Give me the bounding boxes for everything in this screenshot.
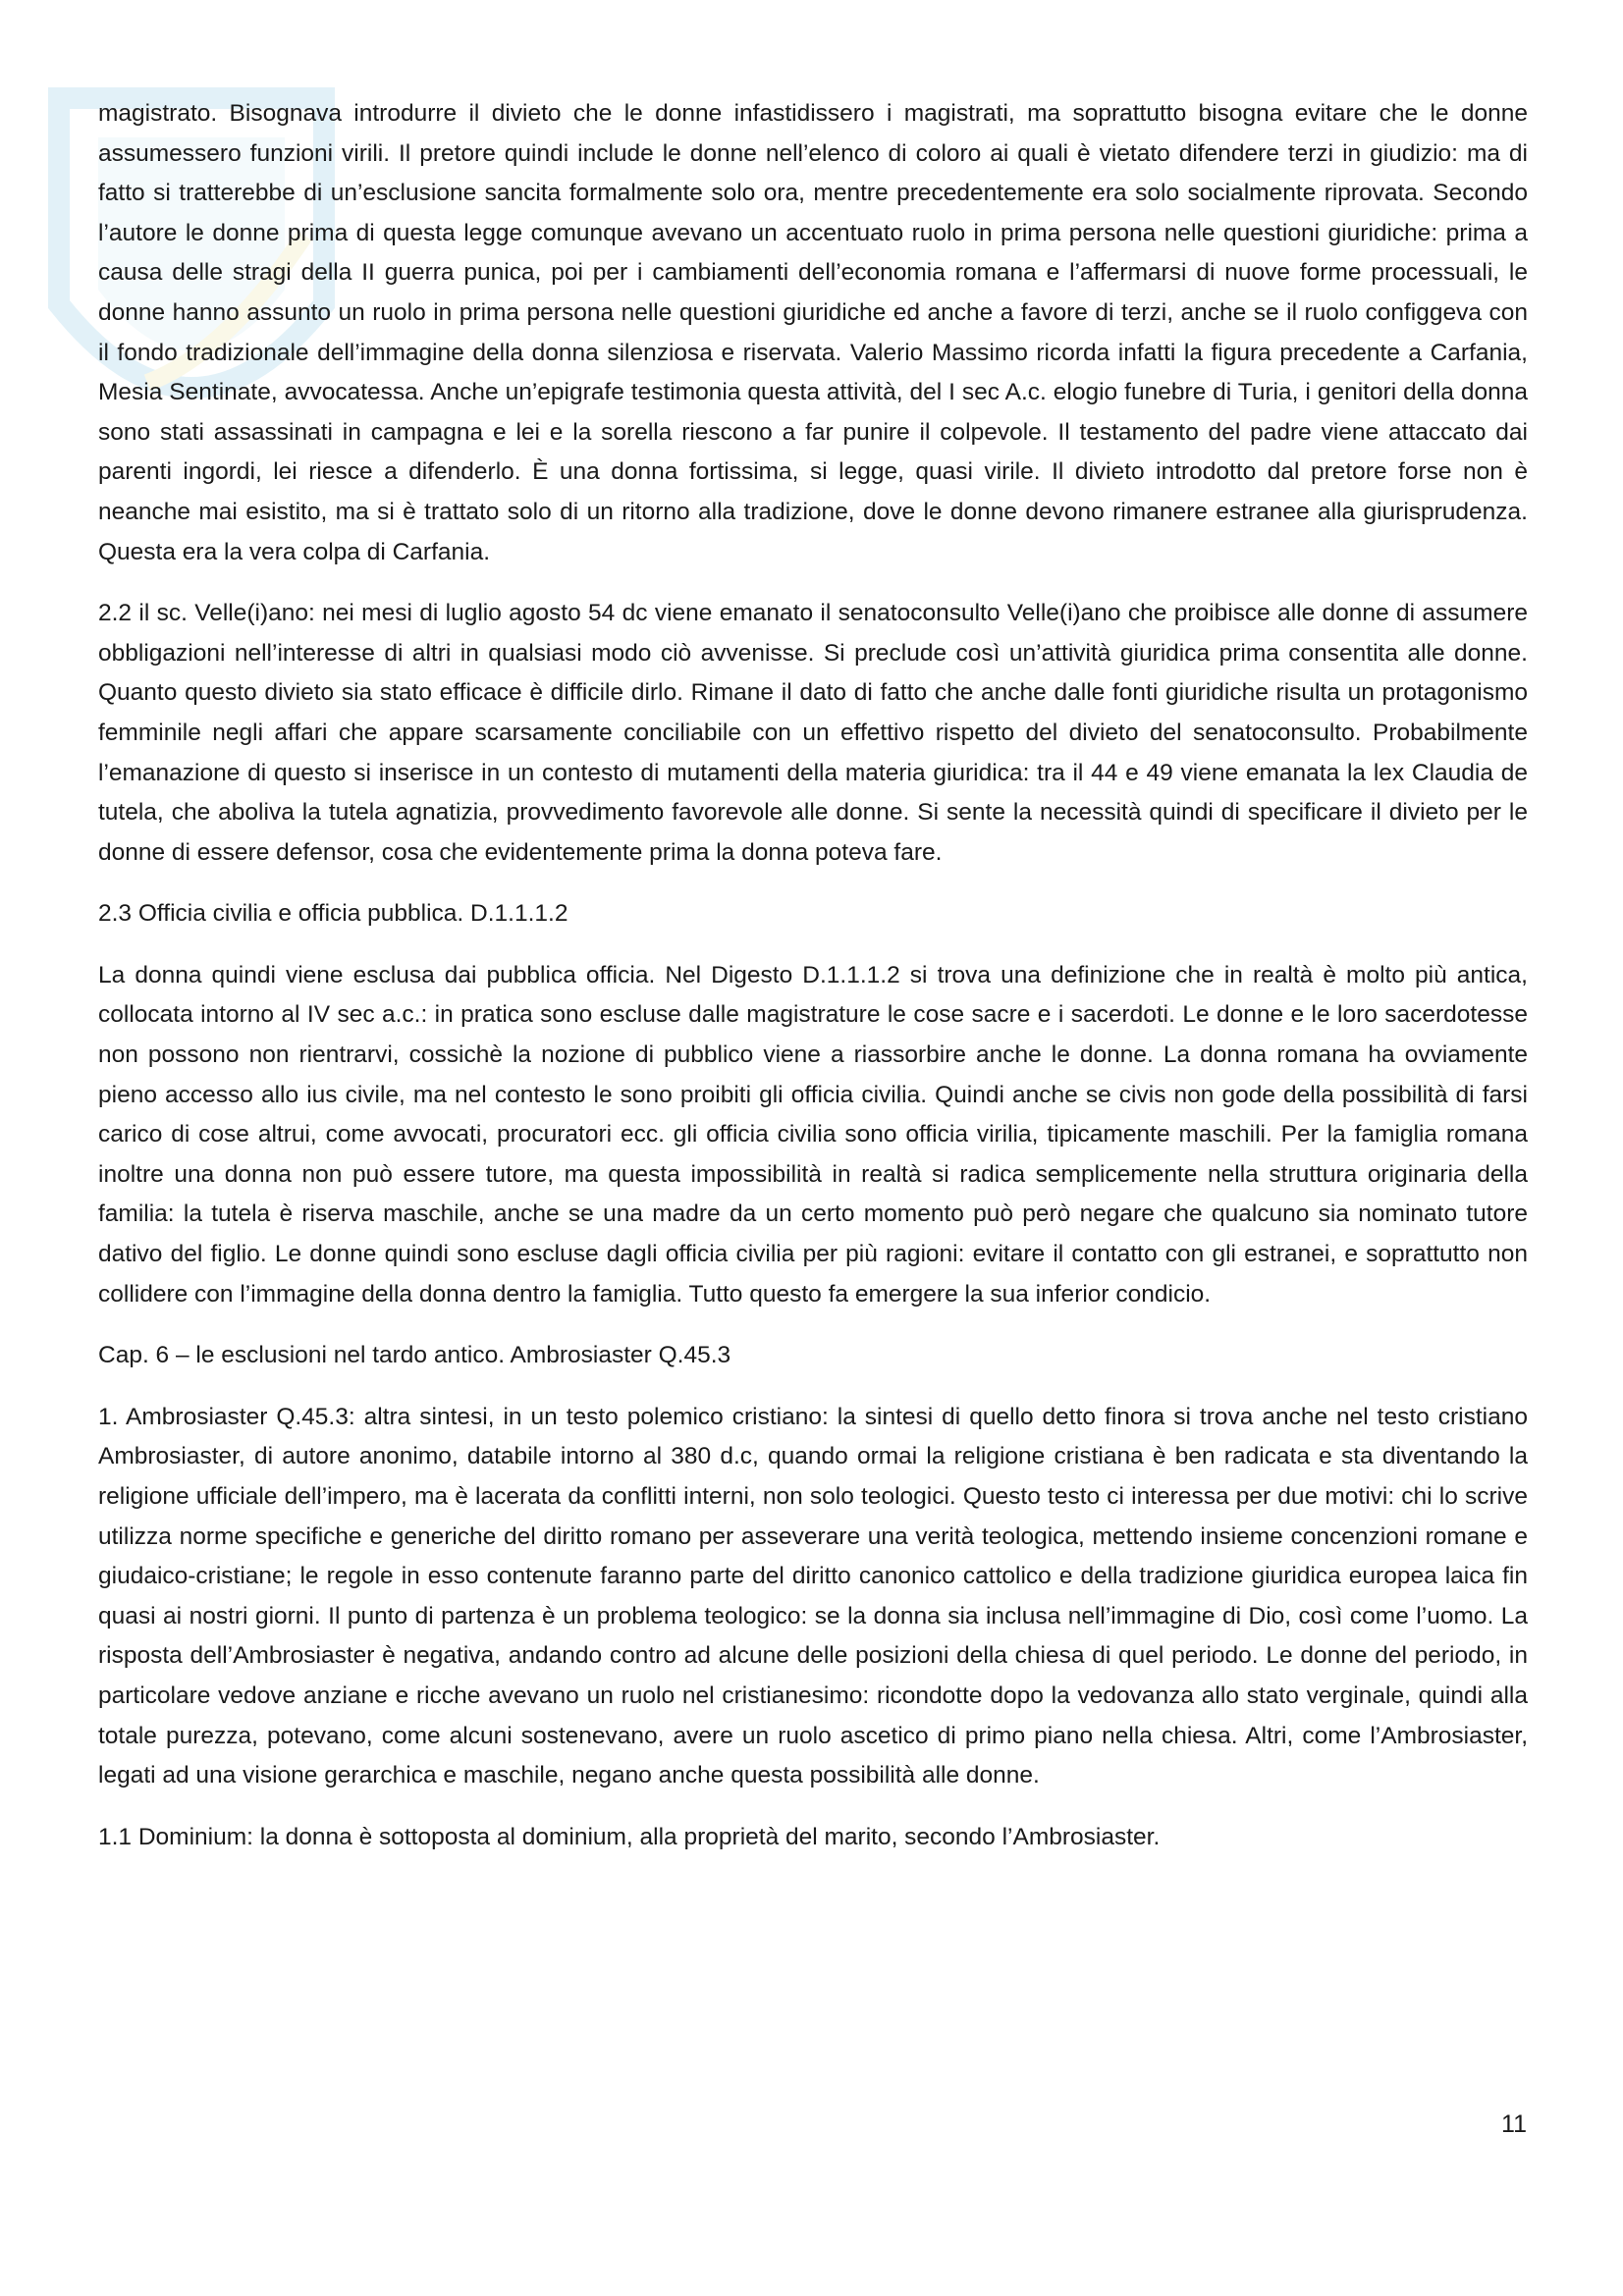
chapter-heading-cap6: Cap. 6 – le esclusioni nel tardo antico. Ambrosiaster Q.45.3 [98, 1342, 731, 1369]
paragraph-carfania: magistrato. Bisognava introdurre il divieto che le donne infastidissero i magistrati, ma soprattutto bisogna evitare che le donne assumessero funzioni virili. Il pretore quindi include le donne nell’elenco di coloro ai quali è vietato difendere terzi in giudizio: ma di fatto si tratterebbe di un’esclusione sancita formalmente solo ora, mentre precedentemente era solo socialmente riprovata. Secondo l’autore le donne prima di questa legge comunque avevano un accentuato ruolo in prima persona nelle questioni giuridiche: prima a causa delle stragi della II guerra punica, poi per i cambiamenti dell’economia romana e l’affermarsi di nuove forme processuali, le donne hanno assunto un ruolo in prima persona nelle questioni giuridiche ed anche a favore di terzi, anche se il ruolo configgeva con il fondo tradizionale dell’immagine della donna silenziosa e riservata. Valerio Massimo ricorda infatti la figura precedente a Carfania, Mesia Sentinate, avvocatessa. Anche un’epigrafe testimonia questa attività, del I sec A.c. elogio funebre di Turia, i genitori della donna sono stati assassinati in campagna e lei e la sorella riescono a far punire il colpevole. Il testamento del padre viene attaccato dai parenti ingordi, lei riesce a difenderlo. È una donna fortissima, si legge, quasi virile. Il divieto introdotto dal pretore forse non è neanche mai esistito, ma si è trattato solo di un ritorno alla tradizione, dove le donne devono rimanere estranee alla giurisprudenza. Questa era la vera colpa di Carfania. [98, 100, 1528, 565]
paragraph-officia: La donna quindi viene esclusa dai pubblica officia. Nel Digesto D.1.1.1.2 si trova una definizione che in realtà è molto più antica, collocata intorno al IV sec a.c.: in pratica sono escluse dalle magistrature le cose sacre e i sacerdoti. Le donne e le loro sacerdotesse non possono non rientrarvi, cossichè la nozione di pubblico viene a riassorbire anche le donne. La donna romana ha ovviamente pieno accesso allo ius civile, ma nel contesto le sono proibiti gli officia civilia. Quindi anche se civis non gode della possibilità di farsi carico di cose altrui, come avvocati, procuratori ecc. gli officia civilia sono officia virilia, tipicamente maschili. Per la famiglia romana inoltre una donna non può essere tutore, ma questa impossibilità in realtà si radica semplicemente nella struttura originaria della familia: la tutela è riserva maschile, anche se una madre da un certo momento può però negare che qualcuno sia nominato tutore dativo del figlio. Le donne quindi sono escluse dagli officia civilia per più ragioni: evitare il contatto con gli estranei, e soprattutto non collidere con l’immagine della donna dentro la famiglia. Tutto questo fa emergere la sua inferior condicio. [98, 961, 1528, 1308]
paragraph-velleiano: 2.2 il sc. Velle(i)ano: nei mesi di luglio agosto 54 dc viene emanato il senatoconsulto Velle(i)ano che proibisce alle donne di assumere obbligazioni nell’interesse di altri in qualsiasi modo ciò avvenisse. Si preclude così un’attività giuridica prima consentita alle donne. Quanto questo divieto sia stato efficace è difficile dirlo. Rimane il dato di fatto che anche dalle fonti giuridiche risulta un protagonismo femminile negli affari che appare scarsamente conciliabile con un effettivo rispetto del divieto del senatoconsulto. Probabilmente l’emanazione di questo si inserisce in un contesto di mutamenti della materia giuridica: tra il 44 e 49 viene emanata la lex Claudia de tutela, che aboliva la tutela agnatizia, provvedimento favorevole alle donne. Si sente la necessità quindi di specificare il divieto per le donne di essere defensor, cosa che evidentemente prima la donna poteva fare. [98, 600, 1528, 866]
page-number: 11 [1501, 2110, 1527, 2138]
paragraph-dominium: 1.1 Dominium: la donna è sottoposta al dominium, alla proprietà del marito, secondo l’Ambrosiaster. [98, 1823, 1161, 1850]
section-heading-officia: 2.3 Officia civilia e officia pubblica. D.1.1.1.2 [98, 900, 568, 928]
paragraph-ambrosiaster: 1. Ambrosiaster Q.45.3: altra sintesi, in un testo polemico cristiano: la sintesi di quello detto finora si trova anche nel testo cristiano Ambrosiaster, di autore anonimo, databile intorno al 380 d.c, quando ormai la religione cristiana è ben radicata e sta diventando la religione ufficiale dell’impero, ma è lacerata da conflitti interni, non solo teologici. Questo testo ci interessa per due motivi: chi lo scrive utilizza norme specifiche e generiche del diritto romano per asseverare una verità teologica, mettendo insieme concenzioni romane e giudaico-cristiane; le regole in esso contenute faranno parte del diritto canonico cattolico e della tradizione giuridica europea laica fin quasi ai nostri giorni. Il punto di partenza è un problema teologico: se la donna sia inclusa nell’immagine di Dio, così come l’uomo. La risposta dell’Ambrosiaster è negativa, andando contro ad alcune delle posizioni della chiesa di quel periodo. Le donne del periodo, in particolare vedove anziane e ricche avevano un ruolo nel cristianesimo: ricondotte dopo la vedovanza allo stato verginale, quindi alla totale purezza, potevano, come alcuni sostenevano, avere un ruolo ascetico di primo piano nella chiesa. Altri, come l’Ambrosiaster, legati ad una visione gerarchica e maschile, negano anche questa possibilità alle donne. [98, 1403, 1528, 1789]
document-body [98, 94, 1528, 1879]
